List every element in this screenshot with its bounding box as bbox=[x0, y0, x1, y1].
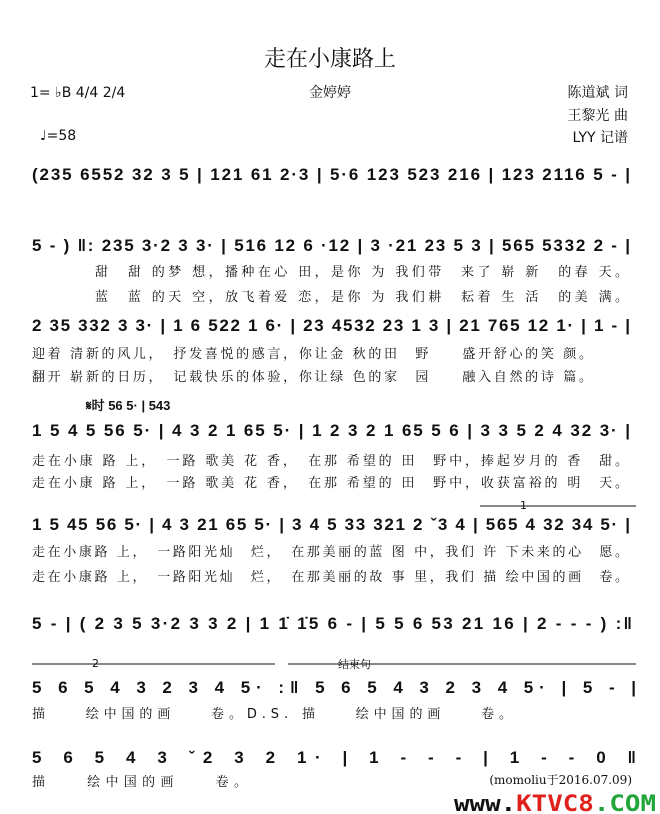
transcription-credit: (momoliu于2016.07.09) bbox=[489, 773, 632, 787]
tempo: ♩=58 bbox=[40, 128, 77, 144]
lyrics-line-5-verse-1: 走在小康路 上， 一路阳光灿 烂， 在那美丽的蓝 图 中，我们 许 下未来的心 愿。 bbox=[32, 545, 628, 560]
notation-line-5: 1 5 45 56 5· | 4 3 21 65 5· | 3 4 5 33 321 2 ˇ3 4 | 565 4 32 34 5· | bbox=[32, 515, 630, 534]
notation-line-8: 5 6 5 4 3 ˇ2 3 2 1· | 1 - - - | 1 - - 0 ‖ bbox=[32, 748, 636, 767]
lyrics-line-3-verse-2: 翻开 崭新的日历， 记载快乐的体验，你让绿 色的家 园 融入自然的诗 篇。 bbox=[32, 370, 592, 385]
watermark-logo: www. KTVC8 .COM bbox=[454, 792, 647, 814]
composer: 王黎光 曲 bbox=[567, 108, 628, 124]
coda-label: 结束句 bbox=[338, 658, 371, 671]
key-signature: 1= ♭B 4/4 2/4 bbox=[30, 85, 126, 101]
notation-line-1: (235 6552 32 3 5 | 121 61 2·3 | 5·6 123 523 216 | 123 2116 5 - | bbox=[32, 165, 631, 184]
lyrics-line-5-verse-2: 走在小康路 上， 一路阳光灿 烂， 在那美丽的故 事 里，我们 描 绘中国的画 卷。 bbox=[32, 570, 628, 585]
notation-line-4: 1 5 4 5 56 5· | 4 3 2 1 65 5· | 1 2 3 2 1 65 5 6 | 3 3 5 2 4 32 3· | bbox=[32, 421, 631, 440]
ds-alternate-notes: 𝄋时 56 5· | 543 bbox=[86, 398, 171, 413]
lyrics-line-4-verse-2: 走在小康 路 上， 一路 歌美 花 香， 在那 希望的 田 野中，收获富裕的 明 天。 bbox=[32, 476, 628, 491]
lyricist: 陈道斌 词 bbox=[567, 85, 628, 101]
transcriber: LYY 记谱 bbox=[572, 130, 628, 146]
notation-line-6: 5 - | ( 2 3 5 3·2 3 3 2 | 1 1̇ 1̇5 6 - | 5 5 6 53 21 16 | 2 - - - ) :‖ bbox=[32, 614, 632, 633]
lyrics-line-2-verse-1: 甜 甜 的梦 想，播种在心 田，是你 为 我们带 来了 崭 新 的春 天。 bbox=[95, 265, 628, 280]
lyrics-line-4-verse-1: 走在小康 路 上， 一路 歌美 花 香， 在那 希望的 田 野中，捧起岁月的 香 甜。 bbox=[32, 454, 628, 469]
volta-2-label: 2 bbox=[92, 657, 99, 670]
notation-line-7: 5 6 5 4 3 2 3 4 5· :‖ 5 6 5 4 3 2 3 4 5· | 5 - | bbox=[32, 678, 636, 697]
lyrics-line-8: 描 绘中国的画 卷。 bbox=[32, 775, 247, 790]
singer: 金婷婷 bbox=[309, 85, 351, 101]
volta-1-label: 1 bbox=[520, 499, 527, 512]
notation-line-2: 5 - ) ‖: 235 3·2 3 3· | 516 12 6 ·12 | 3 ·21 23 5 3 | 565 5332 2 - | bbox=[32, 236, 630, 255]
lyrics-line-3-verse-1: 迎着 清新的风儿， 抒发喜悦的感言，你让金 秋的田 野 盛开舒心的笑 颜。 bbox=[32, 347, 592, 362]
notation-line-3: 2 35 332 3 3· | 1 6 522 1 6· | 23 4532 23 1 3 | 21 765 12 1· | 1 - | bbox=[32, 316, 630, 335]
song-title: 走在小康路上 bbox=[263, 47, 397, 72]
lyrics-line-7: 描 绘中国的画 卷。D.S. 描 绘中国的画 卷。 bbox=[32, 707, 512, 722]
lyrics-line-2-verse-2: 蓝 蓝 的天 空，放飞着爱 恋，是你 为 我们耕 耘着 生 活 的美 满。 bbox=[95, 290, 628, 305]
